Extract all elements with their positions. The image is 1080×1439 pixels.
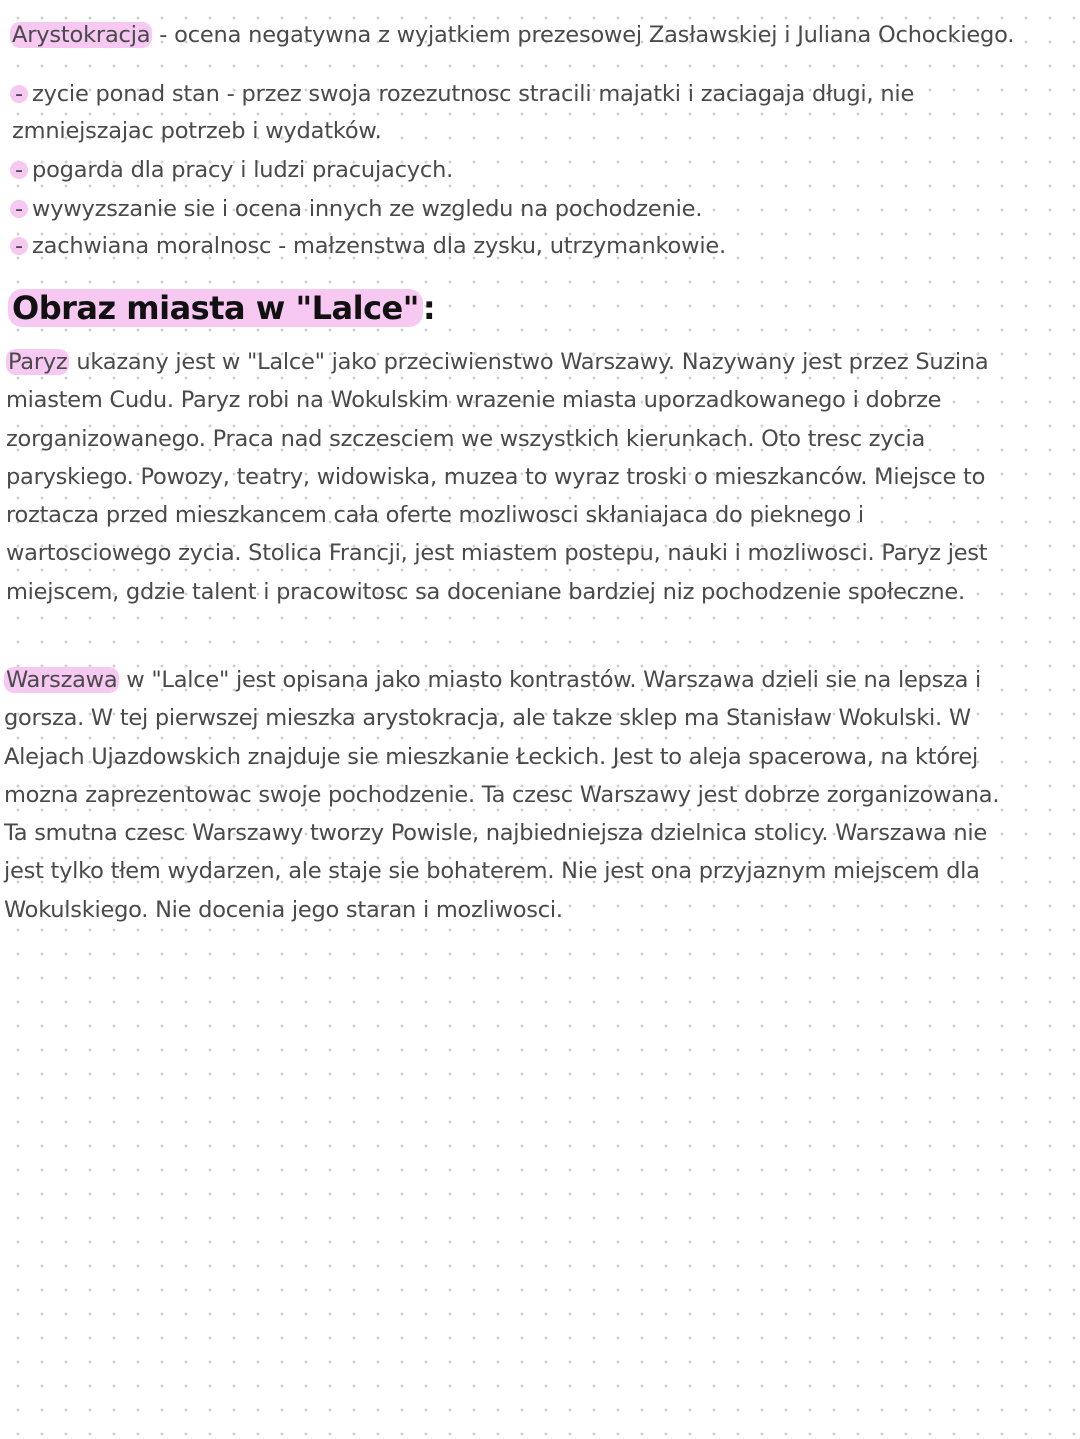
- list-item-text: pogarda dla pracy i ludzi pracujacych.: [32, 157, 454, 183]
- paragraph-line: miastem Cudu. Paryz robi na Wokulskim wrazenie miasta uporzadkowanego i dobrze: [6, 387, 942, 414]
- aristocracy-term: Arystokracja: [12, 22, 151, 48]
- paragraph-line: zorganizowanego. Praca nad szczesciem we wszystkich kierunkach. Oto tresc zycia: [6, 425, 926, 452]
- list-item-text: wywyzszanie sie i ocena innych ze wzgledu na pochodzenie.: [32, 196, 703, 222]
- list-item: [10, 231, 726, 261]
- paragraph-line: Paryz ukazany jest w "Lalce" jako przeciwienstwo Warszawy. Nazywany jest przez Suzina: [8, 349, 989, 375]
- section-heading-text: Obraz miasta w "Lalce": [8, 289, 423, 327]
- paragraph-line: roztacza przed mieszkancem cała oferte mozliwosci skłaniajaca do pieknego i: [6, 502, 864, 529]
- paragraph-line: jest tylko tłem wydarzen, ale staje sie bohaterem. Nie jest ona przyjaznym miejscem dla: [4, 858, 980, 885]
- list-item-continuation: [12, 116, 382, 146]
- paragraph-line: Alejach Ujazdowskich znajduje sie mieszkanie Łeckich. Jest to aleja spacerowa, na której: [4, 743, 978, 770]
- bullet-dash: -: [10, 85, 28, 103]
- list-item: [10, 194, 702, 224]
- bullet-dash: -: [10, 200, 28, 218]
- paragraph-line: Warszawa w "Lalce" jest opisana jako miasto kontrastów. Warszawa dzieli sie na lepsza i: [6, 667, 982, 693]
- bullet-dash: -: [10, 161, 28, 179]
- paris-term: Paryz: [8, 349, 68, 375]
- paris-paragraph: [6, 343, 1066, 611]
- paragraph-line: paryskiego. Powozy, teatry, widowiska, muzea to wyraz troski o mieszkanców. Miejsce to: [6, 463, 986, 490]
- paragraph-line: gorsza. W tej pierwszej mieszka arystokracja, ale takze sklep ma Stanisław Wokulski. W: [4, 705, 971, 732]
- section-heading-colon: :: [422, 289, 436, 327]
- list-item-text: zmniejszajac potrzeb i wydatków.: [12, 118, 382, 144]
- warsaw-term: Warszawa: [6, 667, 118, 693]
- warsaw-paragraph: [4, 661, 1064, 929]
- section-heading: [8, 288, 435, 328]
- list-item-text: zycie ponad stan - przez swoja rozezutnosc stracili majatki i zaciagaja długi, nie: [32, 81, 915, 107]
- paragraph-line: wartosciowego zycia. Stolica Francji, jest miastem postepu, nauki i mozliwosci. Paryz jest: [6, 540, 988, 567]
- paragraph-line: Ta smutna czesc Warszawy tworzy Powisle, najbiedniejsza dzielnica stolicy. Warszawa nie: [4, 820, 988, 847]
- aristocracy-intro: [10, 20, 1014, 50]
- list-item: [10, 155, 453, 185]
- list-item: [10, 79, 914, 109]
- list-item-text: zachwiana moralnosc - małzenstwa dla zysku, utrzymankowie.: [32, 233, 726, 259]
- aristocracy-intro-text: - ocena negatywna z wyjatkiem prezesowej Zasławskiej i Juliana Ochockiego.: [152, 22, 1015, 48]
- paragraph-line: Wokulskiego. Nie docenia jego staran i mozliwosci.: [4, 896, 563, 923]
- paragraph-line: miejscem, gdzie talent i pracowitosc sa doceniane bardziej niz pochodzenie społeczne.: [6, 578, 965, 605]
- paragraph-line: mozna zaprezentowac swoje pochodzenie. Ta czesc Warszawy jest dobrze zorganizowana.: [4, 781, 1000, 808]
- bullet-dash: -: [10, 237, 28, 255]
